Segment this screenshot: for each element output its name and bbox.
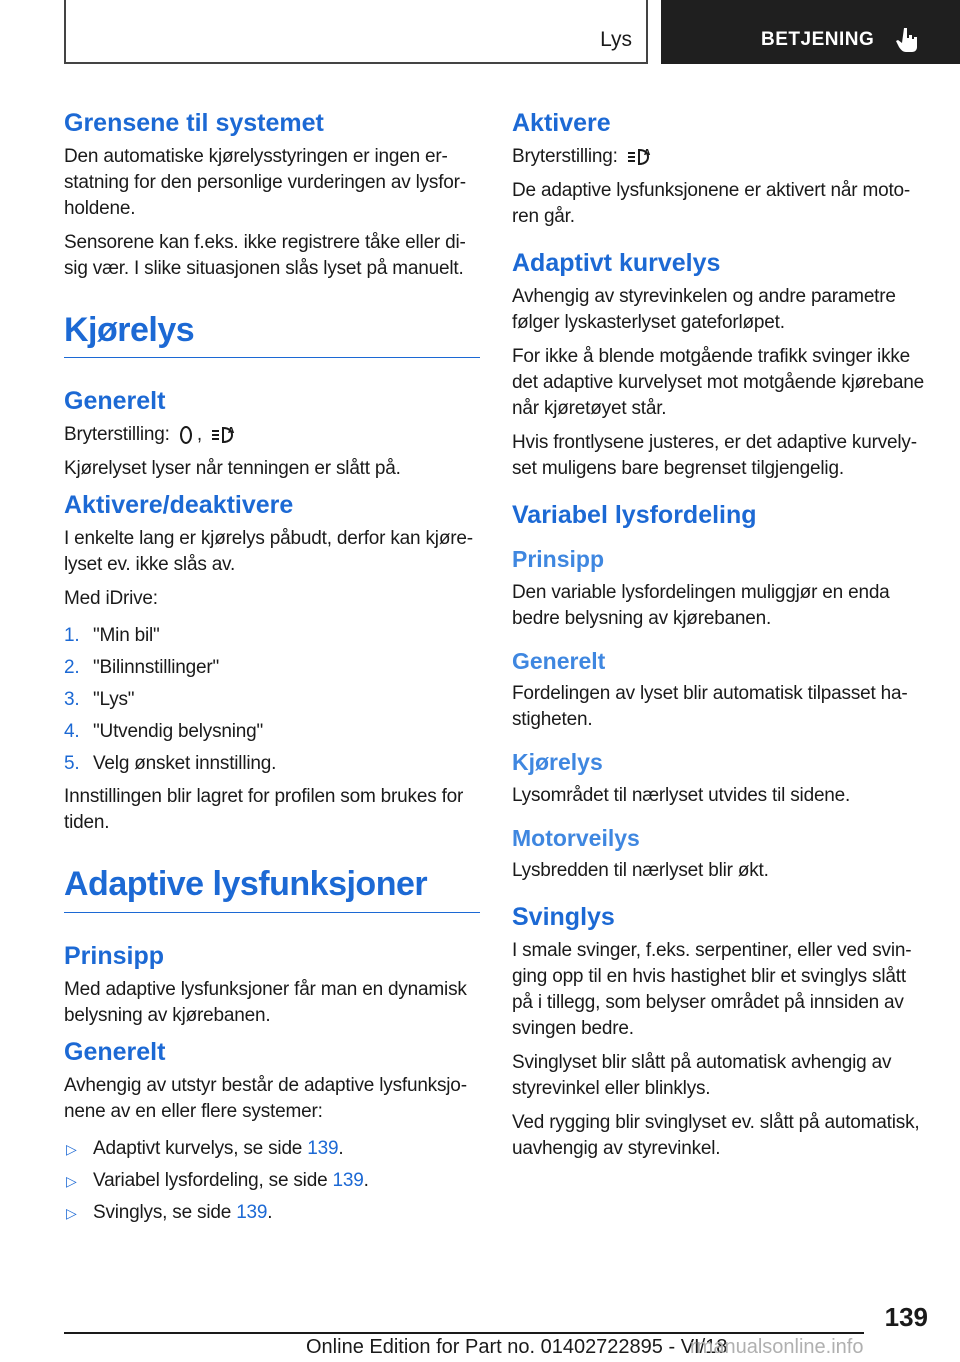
switch-position-line-right [512,144,928,170]
triangle-bullet-icon: ▷ [66,1140,77,1157]
step-number: 5. [64,753,80,775]
step-text: Velg ønsket innstilling. [93,753,277,775]
step-number: 3. [64,689,80,711]
var-principle-paragraph: Den variable lysfordelingen muliggjør en enda bedre belysning av kjørebanen. [512,581,890,629]
header-section-title: Lys [600,28,632,51]
page-ref-link[interactable]: 139 [307,1137,339,1159]
header-chapter-tab [661,0,960,64]
general-heading: Generelt [64,387,166,416]
footer-watermark: rmanualsonline.info [690,1336,864,1358]
auto-headlight-icon [211,424,237,446]
step-text: "Bilinnstillinger" [93,657,220,679]
curve-paragraph-1: Avhengig av styrevinkelen og andre parametre følger lyskasterlyset gateforløpet. [512,286,896,333]
activate-deactivate-heading: Aktivere/deaktivere [64,491,294,520]
step-item [64,748,480,780]
system-end: . [338,1137,344,1159]
limits-paragraph-2: Sensorene kan f.eks. ikke registrere tåke eller disig vær. I slike situasjonen slås lyset på manuelt. [64,232,466,279]
limits-heading: Grensene til systemet [64,109,324,137]
limits-paragraph-1: Den automatiske kjørelysstyringen er ingen erstatning for den personlige vurderingen av lysforholdene. [64,146,467,219]
step-number: 1. [64,625,80,647]
step-item [64,716,480,748]
systems-list [64,1133,480,1229]
switch-position-label: Bryterstilling: [512,146,618,167]
drl-heading: Kjørelys [64,312,480,358]
curve-paragraph-3: Hvis frontlysene justeres, er det adaptive kurvelyset muligens bare begrenset tilgjengelig. [512,432,918,479]
switch-position-line [64,422,480,448]
step-item [64,652,480,684]
step-number: 2. [64,657,80,679]
system-end: . [267,1201,273,1223]
hand-pointer-icon [895,26,921,54]
system-item [64,1197,480,1229]
turn-paragraph-2: Svinglyset blir slått på automatisk avhengig av styrevinkel eller blinklys. [512,1052,892,1100]
step-text: "Utvendig belysning" [93,721,264,743]
system-item [64,1165,480,1197]
variable-distribution-heading: Variabel lysfordeling [512,501,757,529]
auto-headlight-icon [627,146,653,168]
footer-divider [64,1332,864,1334]
general-paragraph: Kjørelyset lyser når tenningen er slått på. [64,458,401,480]
step-item [64,684,480,716]
footer-edition: Online Edition for Part no. 01402722895 - VI/18 [306,1336,728,1358]
activate-paragraph-3: Innstillingen blir lagret for profilen som brukes for tiden. [64,786,464,834]
principle-heading: Prinsipp [64,941,165,970]
header-section-box [64,0,648,64]
var-motorway-paragraph: Lysbredden til nærlyset blir økt. [512,860,769,882]
var-general-paragraph: Fordelingen av lyset blir automatisk tilpasset hastigheten. [512,683,908,731]
page-ref-link[interactable]: 139 [236,1201,268,1223]
curve-light-heading: Adaptivt kurvelys [512,249,721,277]
switch-position-label: Bryterstilling: [64,424,170,446]
var-principle-heading: Prinsipp [512,546,605,572]
idrive-steps-list [64,620,480,780]
step-text: "Lys" [93,689,135,711]
turn-paragraph-3: Ved rygging blir svinglyset ev. slått på automatisk, uavhengig av styrevinkel. [512,1112,920,1160]
light-switch-zero-icon [179,424,193,446]
system-item [64,1133,480,1165]
curve-paragraph-2: For ikke å blende motgående trafikk svinger ikke det adaptive kurvelyset mot motgående kjørebane når kjøretøyet står. [512,346,925,419]
adaptive-heading: Adaptive lysfunksjoner [64,866,480,912]
step-text: "Min bil" [93,625,160,647]
system-text: Adaptivt kurvelys, se side [93,1137,308,1159]
var-drl-heading: Kjørelys [512,749,603,776]
right-column [512,100,928,1170]
var-motorway-heading: Motorveilys [512,824,640,851]
principle-paragraph: Med adaptive lysfunksjoner får man en dynamisk belysning av kjørebanen. [64,978,467,1026]
var-general-heading: Generelt [512,647,606,674]
activate-heading: Aktivere [512,109,611,137]
var-drl-paragraph: Lysområdet til nærlyset utvides til sidene. [512,784,851,806]
header-chapter-title: BETJENING [761,29,875,50]
turn-paragraph-1: I smale svinger, f.eks. serpentiner, eller ved svinging opp til en hvis hastighet blir et svinglys slått på i tillegg, som belyser området på innsiden av svingen bedre. [512,940,912,1040]
system-text: Svinglys, se side [93,1201,237,1223]
turn-light-heading: Svinglys [512,903,615,932]
svg-text:A: A [228,426,235,436]
step-number: 4. [64,721,80,743]
general2-heading: Generelt [64,1037,166,1066]
system-text: Variabel lysfordeling, se side [93,1169,333,1191]
activate-paragraph: De adaptive lysfunksjonene er aktivert når motoren går. [512,180,911,227]
triangle-bullet-icon: ▷ [66,1172,77,1189]
triangle-bullet-icon: ▷ [66,1204,77,1221]
page-ref-link[interactable]: 139 [332,1169,364,1191]
activate-paragraph-1: I enkelte lang er kjørelys påbudt, derfor kan kjørelyset ev. ikke slås av. [64,528,474,576]
activate-paragraph-2: Med iDrive: [64,588,158,610]
page-number: 139 [884,1302,928,1332]
general2-paragraph: Avhengig av utstyr består de adaptive lysfunksjonene av en eller flere systemer: [64,1074,468,1122]
step-item [64,620,480,652]
system-end: . [363,1169,369,1191]
left-column [64,100,480,1233]
svg-text:A: A [643,147,650,157]
switch-separator: , [196,424,202,446]
